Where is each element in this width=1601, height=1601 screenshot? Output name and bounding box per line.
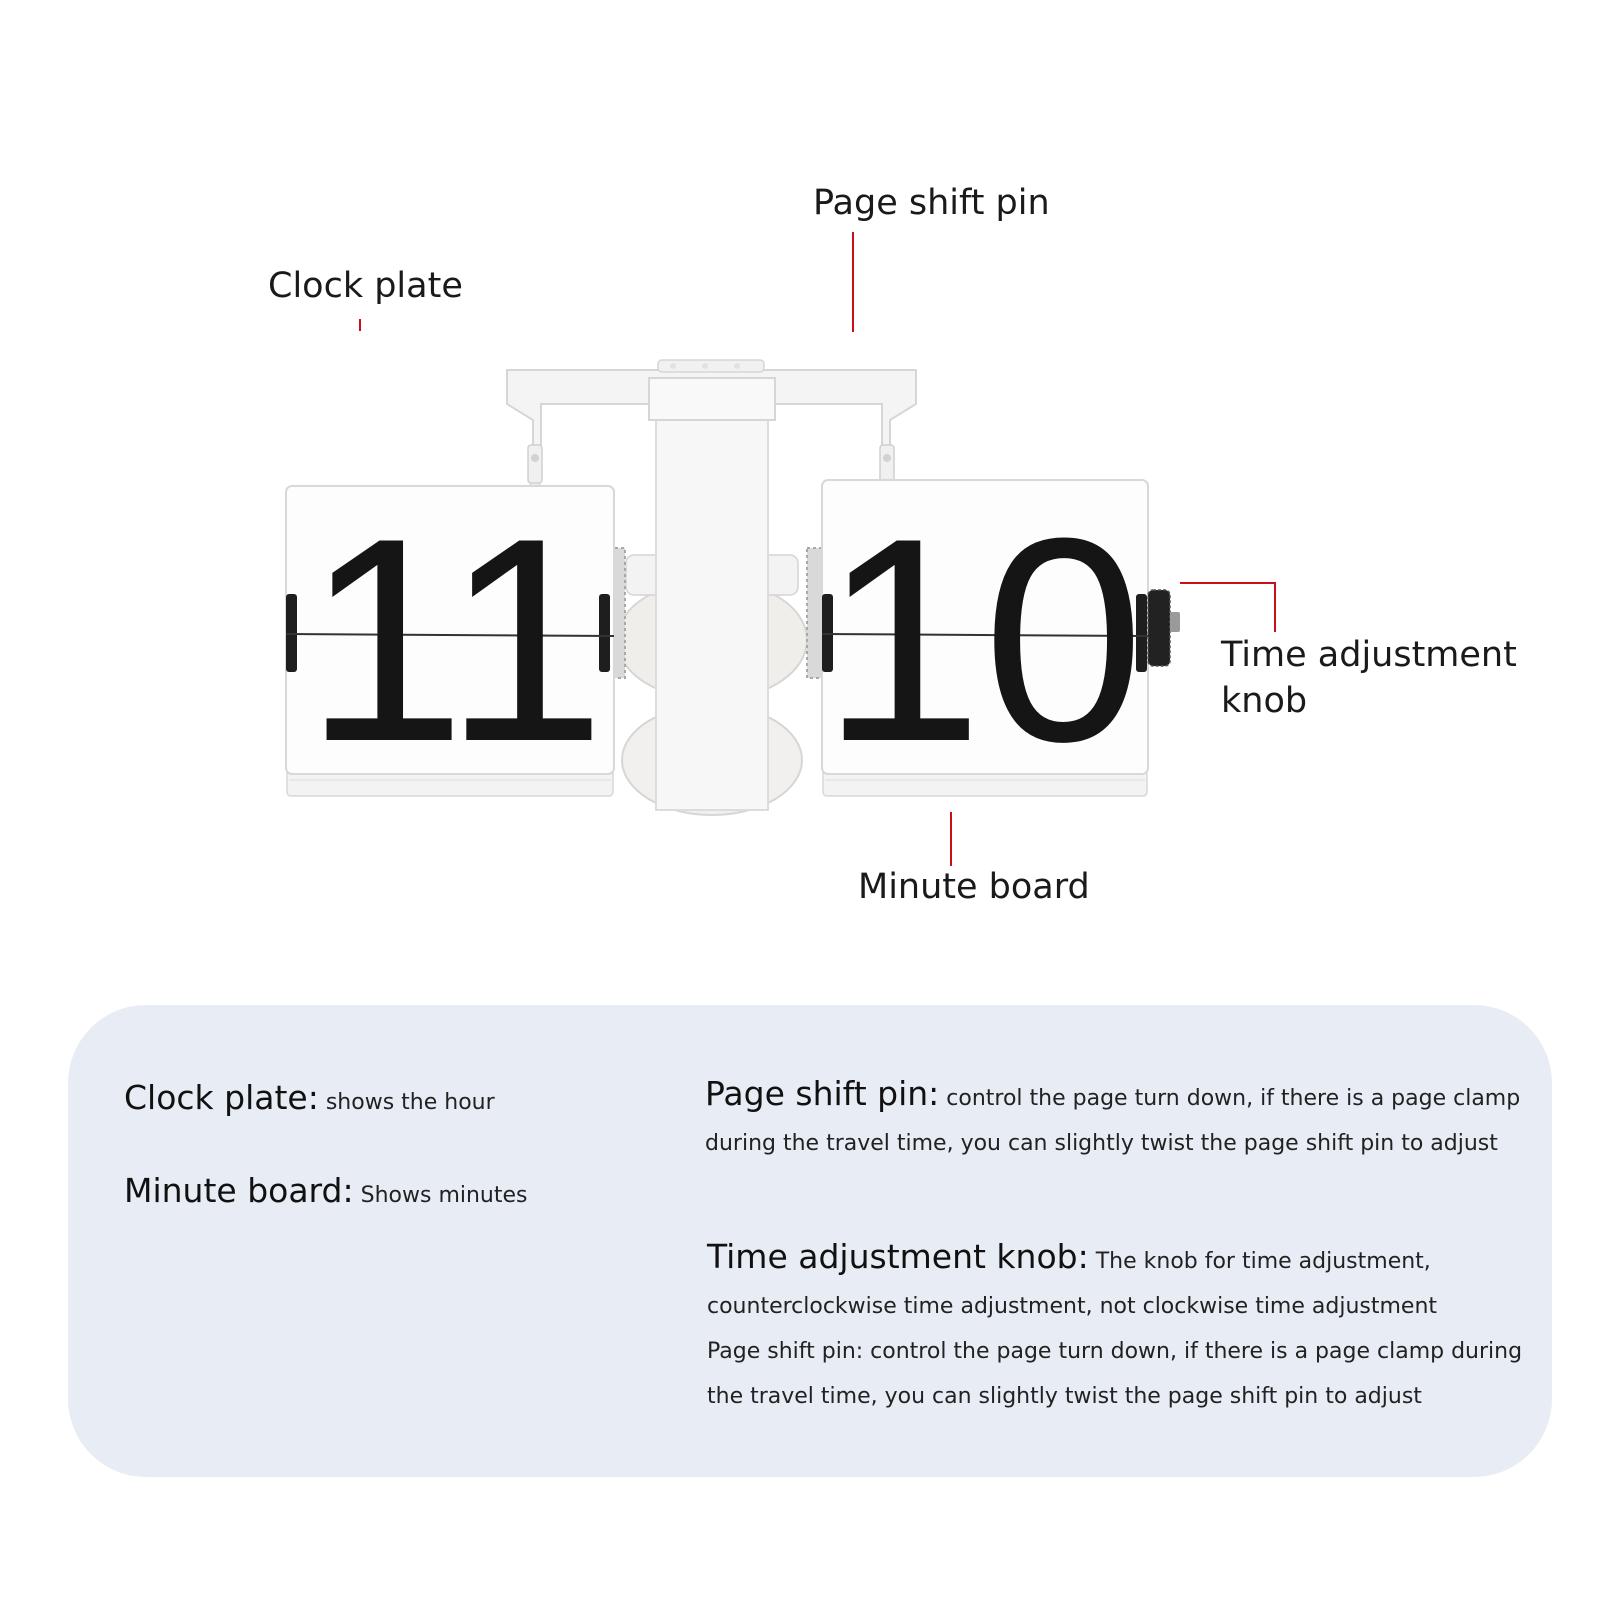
- time-adjustment-knob-info: [707, 1234, 1522, 1419]
- clock-plate-info: [124, 1075, 495, 1125]
- hour-hinge-left: [286, 594, 297, 672]
- time-knob-desc-1: The knob for time adjustment,: [1095, 1249, 1431, 1274]
- time-knob-desc-2: counterclockwise time adjustment, not clockwise time adjustment: [707, 1294, 1438, 1319]
- hour-digits: 11: [304, 478, 606, 802]
- time-knob-callout-line1: Time adjustment: [1221, 635, 1517, 675]
- page-shift-pin-desc-1: control the page turn down, if there is a page clamp: [946, 1086, 1521, 1111]
- page-shift-pin-term: Page shift pin:: [705, 1074, 940, 1113]
- time-knob-term: Time adjustment knob:: [707, 1237, 1089, 1276]
- clock-plate-desc: shows the hour: [325, 1090, 495, 1115]
- time-knob-desc-3: Page shift pin: control the page turn down, if there is a page clamp during: [707, 1339, 1523, 1364]
- page-shift-pin-line1: [705, 1071, 1520, 1121]
- minute-board-desc: Shows minutes: [360, 1183, 528, 1208]
- time-adjustment-knob: [1148, 590, 1180, 666]
- minute-board-term: Minute board:: [124, 1171, 354, 1210]
- info-panel: [68, 1005, 1552, 1477]
- minute-board-callout: Minute board: [858, 867, 1090, 907]
- page-shift-pin-info: [705, 1071, 1520, 1166]
- gear-right: [807, 548, 823, 678]
- page-shift-pin-desc-2: during the travel time, you can slightly twist the page shift pin to adjust: [705, 1131, 1498, 1156]
- time-knob-desc-4: the travel time, you can slightly twist the page shift pin to adjust: [707, 1384, 1422, 1409]
- clock-plate-callout: Clock plate: [268, 266, 463, 306]
- time-knob-callout-line2: knob: [1221, 681, 1308, 721]
- time-knob-line1: [707, 1234, 1522, 1284]
- page-shift-pin-callout: Page shift pin: [813, 183, 1050, 223]
- minute-digits: 10: [821, 478, 1145, 802]
- center-column: [617, 378, 807, 815]
- clock-plate-term: Clock plate:: [124, 1078, 319, 1117]
- minute-board-info: [124, 1168, 528, 1218]
